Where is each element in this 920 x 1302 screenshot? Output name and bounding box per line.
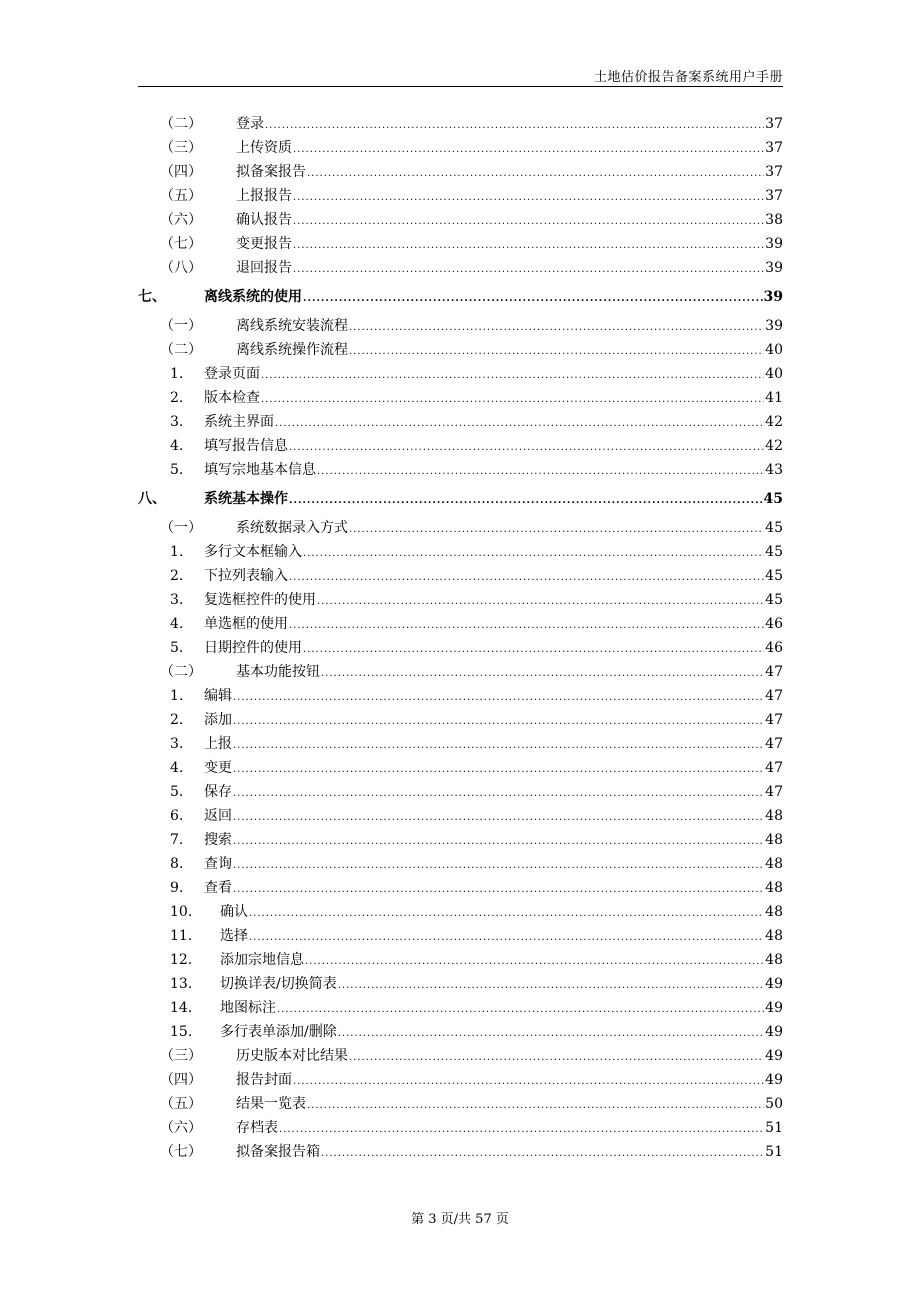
toc-entry-page: 47 xyxy=(765,712,783,728)
toc-entry-page: 47 xyxy=(765,664,783,680)
toc-entry-page: 41 xyxy=(765,390,783,406)
toc-entry-page: 47 xyxy=(765,760,783,776)
page-header xyxy=(138,62,783,87)
toc-entry-title[interactable]: 查询 xyxy=(204,856,232,872)
toc-entry-title[interactable]: 填写报告信息 xyxy=(204,438,288,454)
toc-entry-number: （五） xyxy=(160,188,202,204)
toc-leader-dots xyxy=(289,614,764,638)
toc-entry-title[interactable]: 返回 xyxy=(204,808,232,824)
toc-entry-page: 49 xyxy=(765,1072,783,1088)
toc-entry-page: 46 xyxy=(765,640,783,656)
toc-leader-dots xyxy=(317,460,764,484)
toc-entry-page: 45 xyxy=(765,520,783,536)
toc-entry[interactable] xyxy=(138,458,783,482)
toc-entry-page: 47 xyxy=(765,736,783,752)
toc-entry-title[interactable]: 登录页面 xyxy=(204,366,260,382)
toc-leader-dots xyxy=(349,518,764,542)
toc-leader-dots xyxy=(293,138,764,162)
toc-entry[interactable] xyxy=(138,1116,783,1140)
toc-entry-page: 49 xyxy=(765,1048,783,1064)
toc-entry-number: 4. xyxy=(170,616,184,632)
toc-leader-dots xyxy=(277,998,764,1022)
toc-entry-number: （一） xyxy=(160,520,202,536)
toc-entry-page: 47 xyxy=(765,688,783,704)
toc-entry-number: 八、 xyxy=(138,491,166,507)
toc-entry[interactable] xyxy=(138,972,783,996)
toc-entry-page: 45 xyxy=(765,544,783,560)
toc-leader-dots xyxy=(349,1046,764,1070)
toc-entry[interactable] xyxy=(138,1044,783,1068)
toc-entry-number: 2. xyxy=(170,568,184,584)
toc-entry-number: （二） xyxy=(160,664,202,680)
toc-entry-number: 1. xyxy=(170,544,184,560)
toc-entry[interactable] xyxy=(138,852,783,876)
toc-entry-page: 42 xyxy=(765,438,783,454)
toc-leader-dots xyxy=(233,782,764,806)
toc-leader-dots xyxy=(293,234,764,258)
toc-entry-title[interactable]: 复选框控件的使用 xyxy=(204,592,316,608)
toc-leader-dots xyxy=(275,412,764,436)
toc-entry-title[interactable]: 编辑 xyxy=(204,688,232,704)
toc-leader-dots xyxy=(233,686,764,710)
toc-entry-page: 40 xyxy=(765,342,783,358)
toc-entry-page: 39 xyxy=(765,236,783,252)
toc-leader-dots xyxy=(293,210,764,234)
toc-entry-number: 9. xyxy=(170,880,184,896)
toc-entry-number: 6. xyxy=(170,808,184,824)
toc-entry[interactable] xyxy=(138,338,783,362)
toc-entry[interactable] xyxy=(138,208,783,232)
toc-entry[interactable] xyxy=(138,256,783,280)
toc-entry[interactable] xyxy=(138,314,783,338)
toc-leader-dots xyxy=(233,854,764,878)
toc-entry-page: 39 xyxy=(765,318,783,334)
toc-entry-title[interactable]: 离线系统安装流程 xyxy=(236,318,348,334)
toc-entry-page: 48 xyxy=(765,904,783,920)
toc-entry-title[interactable]: 上报报告 xyxy=(236,188,292,204)
toc-entry-number: （七） xyxy=(160,236,202,252)
toc-leader-dots xyxy=(289,484,763,518)
toc-entry-number: 13. xyxy=(170,976,193,992)
toc-entry-number: （一） xyxy=(160,318,202,334)
toc-leader-dots xyxy=(233,710,764,734)
toc-entry-page: 39 xyxy=(763,289,783,305)
toc-entry-title[interactable]: 结果一览表 xyxy=(236,1096,306,1112)
toc-entry-number: （三） xyxy=(160,140,202,156)
toc-entry-title[interactable]: 搜索 xyxy=(204,832,232,848)
toc-entry-number: （六） xyxy=(160,1120,202,1136)
toc-leader-dots xyxy=(317,590,764,614)
toc-entry-number: 2. xyxy=(170,390,184,406)
toc-entry-number: 10. xyxy=(170,904,193,920)
toc-entry-title[interactable]: 填写宗地基本信息 xyxy=(204,462,316,478)
toc-entry-page: 48 xyxy=(765,856,783,872)
toc-entry-page: 47 xyxy=(765,784,783,800)
toc-leader-dots xyxy=(349,316,764,340)
toc-leader-dots xyxy=(303,282,763,316)
toc-leader-dots xyxy=(289,436,764,460)
toc-entry-page: 45 xyxy=(765,592,783,608)
toc-entry-number: 5. xyxy=(170,640,184,656)
toc-entry[interactable] xyxy=(138,876,783,900)
toc-entry[interactable] xyxy=(138,232,783,256)
toc-entry-title[interactable]: 系统数据录入方式 xyxy=(236,520,348,536)
toc-entry-page: 37 xyxy=(765,188,783,204)
toc-entry-title[interactable]: 上传资质 xyxy=(236,140,292,156)
toc-entry-number: 12. xyxy=(170,952,193,968)
toc-entry-page: 48 xyxy=(765,952,783,968)
toc-entry-page: 48 xyxy=(765,832,783,848)
toc-entry[interactable] xyxy=(138,612,783,636)
toc-entry-title[interactable]: 基本功能按钮 xyxy=(236,664,320,680)
toc-leader-dots xyxy=(349,340,764,364)
toc-entry-page: 37 xyxy=(765,140,783,156)
toc-leader-dots xyxy=(233,758,764,782)
toc-entry[interactable] xyxy=(138,732,783,756)
toc-entry-title[interactable]: 单选框的使用 xyxy=(204,616,288,632)
toc-leader-dots xyxy=(233,806,764,830)
toc-entry-page: 46 xyxy=(765,616,783,632)
toc-entry-title[interactable]: 多行文本框输入 xyxy=(204,544,302,560)
toc-entry[interactable] xyxy=(138,184,783,208)
toc-leader-dots xyxy=(321,1142,764,1166)
toc-entry[interactable] xyxy=(138,588,783,612)
toc-entry-title[interactable]: 变更报告 xyxy=(236,236,292,252)
toc-entry[interactable] xyxy=(138,1092,783,1116)
toc-entry-page: 43 xyxy=(765,462,783,478)
toc-leader-dots xyxy=(338,1022,764,1046)
toc-entry-page: 39 xyxy=(765,260,783,276)
toc-entry-number: （三） xyxy=(160,1048,202,1064)
toc-entry[interactable] xyxy=(138,804,783,828)
toc-entry-title[interactable]: 查看 xyxy=(204,880,232,896)
toc-leader-dots xyxy=(233,830,764,854)
toc-leader-dots xyxy=(307,1094,764,1118)
toc-entry-title[interactable]: 系统基本操作 xyxy=(204,491,288,507)
toc-entry-page: 48 xyxy=(765,928,783,944)
toc-leader-dots xyxy=(279,1118,764,1142)
toc-entry-page: 37 xyxy=(765,164,783,180)
toc-entry-title[interactable]: 报告封面 xyxy=(236,1072,292,1088)
toc-entry-title[interactable]: 离线系统的使用 xyxy=(204,289,302,305)
toc-entry-title[interactable]: 切换详表/切换简表 xyxy=(220,976,337,992)
toc-chapter-entry[interactable] xyxy=(138,482,783,516)
toc-entry-title[interactable]: 添加宗地信息 xyxy=(220,952,304,968)
toc-entry-page: 40 xyxy=(765,366,783,382)
table-of-contents xyxy=(138,112,783,1164)
toc-entry-number: （四） xyxy=(160,1072,202,1088)
toc-entry-title[interactable]: 变更 xyxy=(204,760,232,776)
toc-entry-title[interactable]: 添加 xyxy=(204,712,232,728)
toc-leader-dots xyxy=(233,878,764,902)
toc-entry[interactable] xyxy=(138,948,783,972)
toc-entry-page: 42 xyxy=(765,414,783,430)
toc-entry-number: （八） xyxy=(160,260,202,276)
toc-entry[interactable] xyxy=(138,996,783,1020)
toc-leader-dots xyxy=(249,902,764,926)
toc-entry[interactable] xyxy=(138,828,783,852)
toc-entry[interactable] xyxy=(138,924,783,948)
toc-entry-number: 3. xyxy=(170,592,184,608)
toc-entry[interactable] xyxy=(138,362,783,386)
toc-entry-title[interactable]: 系统主界面 xyxy=(204,414,274,430)
toc-entry[interactable] xyxy=(138,540,783,564)
toc-entry-title[interactable]: 退回报告 xyxy=(236,260,292,276)
toc-entry-page: 49 xyxy=(765,1024,783,1040)
toc-entry-number: 1. xyxy=(170,366,184,382)
toc-entry-title[interactable]: 历史版本对比结果 xyxy=(236,1048,348,1064)
toc-entry[interactable] xyxy=(138,136,783,160)
toc-entry-title[interactable]: 版本检查 xyxy=(204,390,260,406)
toc-leader-dots xyxy=(338,974,764,998)
toc-entry-page: 45 xyxy=(765,568,783,584)
toc-leader-dots xyxy=(289,566,764,590)
toc-entry[interactable] xyxy=(138,1020,783,1044)
toc-entry[interactable] xyxy=(138,410,783,434)
toc-entry-number: （二） xyxy=(160,116,202,132)
toc-entry-page: 50 xyxy=(765,1096,783,1112)
toc-entry-title[interactable]: 多行表单添加/删除 xyxy=(220,1024,337,1040)
toc-entry[interactable] xyxy=(138,434,783,458)
toc-entry[interactable] xyxy=(138,684,783,708)
toc-entry-number: （五） xyxy=(160,1096,202,1112)
toc-entry-number: 3. xyxy=(170,736,184,752)
toc-entry-page: 45 xyxy=(763,491,783,507)
toc-entry-title[interactable]: 确认报告 xyxy=(236,212,292,228)
toc-entry-number: （六） xyxy=(160,212,202,228)
toc-leader-dots xyxy=(303,542,764,566)
toc-entry[interactable] xyxy=(138,386,783,410)
toc-leader-dots xyxy=(303,638,764,662)
toc-entry[interactable] xyxy=(138,900,783,924)
toc-entry-page: 48 xyxy=(765,808,783,824)
toc-entry-number: 5. xyxy=(170,784,184,800)
toc-entry-title[interactable]: 日期控件的使用 xyxy=(204,640,302,656)
toc-entry[interactable] xyxy=(138,564,783,588)
toc-leader-dots xyxy=(293,1070,764,1094)
toc-entry-page: 48 xyxy=(765,880,783,896)
toc-entry-number: 8. xyxy=(170,856,184,872)
toc-entry-number: 5. xyxy=(170,462,184,478)
toc-entry-page: 37 xyxy=(765,116,783,132)
toc-entry-page: 51 xyxy=(765,1120,783,1136)
toc-entry-title[interactable]: 离线系统操作流程 xyxy=(236,342,348,358)
toc-entry-number: 3. xyxy=(170,414,184,430)
toc-entry-page: 51 xyxy=(765,1144,783,1160)
toc-entry[interactable] xyxy=(138,1068,783,1092)
toc-entry[interactable] xyxy=(138,756,783,780)
toc-entry-title[interactable]: 拟备案报告箱 xyxy=(236,1144,320,1160)
header-title: 土地估价报告备案系统用户手册 xyxy=(593,70,783,85)
toc-entry[interactable] xyxy=(138,516,783,540)
toc-entry-number: 1. xyxy=(170,688,184,704)
toc-entry-number: 15. xyxy=(170,1024,193,1040)
toc-entry-title[interactable]: 下拉列表输入 xyxy=(204,568,288,584)
toc-leader-dots xyxy=(305,950,764,974)
toc-chapter-entry[interactable] xyxy=(138,280,783,314)
toc-entry-page: 49 xyxy=(765,976,783,992)
toc-entry-title[interactable]: 上报 xyxy=(204,736,232,752)
toc-entry-title[interactable]: 拟备案报告 xyxy=(236,164,306,180)
toc-entry-title[interactable]: 存档表 xyxy=(236,1120,278,1136)
toc-entry-number: 11. xyxy=(170,928,193,944)
toc-leader-dots xyxy=(293,258,764,282)
toc-entry[interactable] xyxy=(138,1140,783,1164)
toc-entry-page: 49 xyxy=(765,1000,783,1016)
toc-entry[interactable] xyxy=(138,780,783,804)
toc-leader-dots xyxy=(265,114,764,138)
toc-entry-title[interactable]: 地图标注 xyxy=(220,1000,276,1016)
toc-entry-page: 38 xyxy=(765,212,783,228)
toc-entry-number: 14. xyxy=(170,1000,193,1016)
toc-entry-number: （七） xyxy=(160,1144,202,1160)
toc-entry[interactable] xyxy=(138,660,783,684)
toc-entry-number: 七、 xyxy=(138,289,166,305)
toc-entry-title[interactable]: 保存 xyxy=(204,784,232,800)
toc-entry-title[interactable]: 选择 xyxy=(220,928,248,944)
toc-leader-dots xyxy=(261,388,764,412)
toc-entry-number: 2. xyxy=(170,712,184,728)
toc-leader-dots xyxy=(321,662,764,686)
toc-entry-number: （四） xyxy=(160,164,202,180)
toc-entry-number: 7. xyxy=(170,832,184,848)
toc-leader-dots xyxy=(293,186,764,210)
toc-leader-dots xyxy=(307,162,764,186)
toc-entry[interactable] xyxy=(138,112,783,136)
toc-entry-number: 4. xyxy=(170,760,184,776)
toc-entry-title[interactable]: 登录 xyxy=(236,116,264,132)
toc-entry-number: 4. xyxy=(170,438,184,454)
toc-entry[interactable] xyxy=(138,636,783,660)
toc-leader-dots xyxy=(261,364,764,388)
toc-entry-title[interactable]: 确认 xyxy=(220,904,248,920)
toc-leader-dots xyxy=(249,926,764,950)
toc-entry[interactable] xyxy=(138,160,783,184)
toc-leader-dots xyxy=(233,734,764,758)
toc-entry[interactable] xyxy=(138,708,783,732)
toc-entry-number: （二） xyxy=(160,342,202,358)
page-footer: 第 3 页/共 57 页 xyxy=(411,1212,509,1227)
